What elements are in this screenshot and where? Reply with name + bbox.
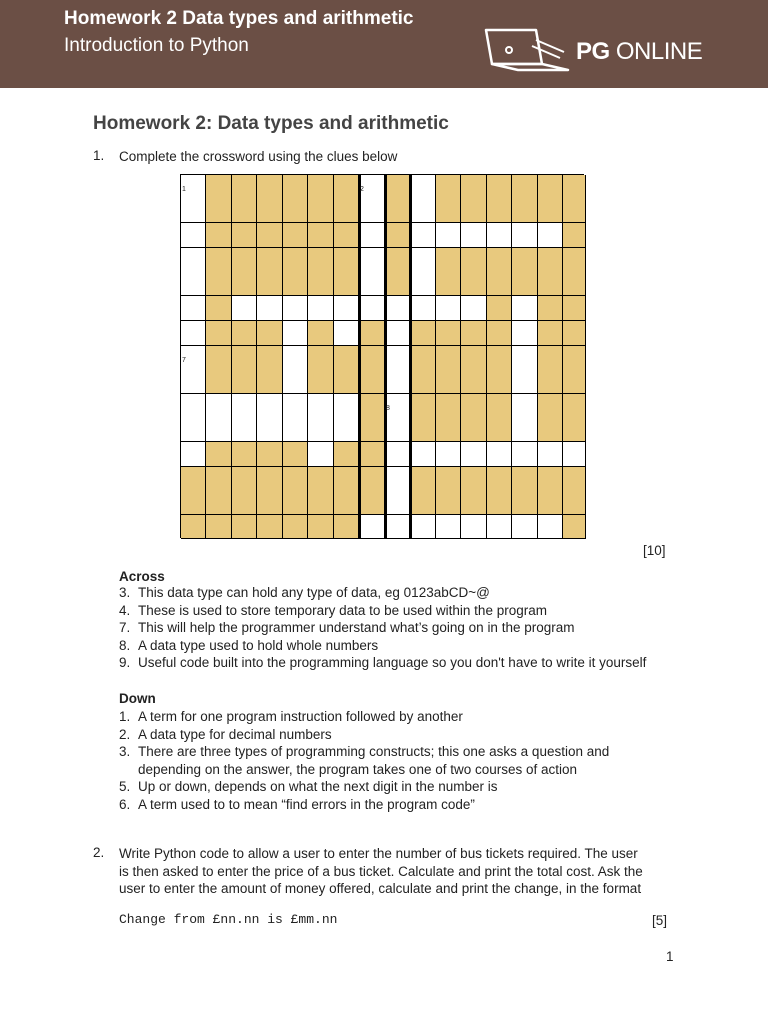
crossword-cell xyxy=(334,248,359,296)
crossword-cell[interactable] xyxy=(181,394,206,442)
crossword-cell[interactable] xyxy=(461,223,487,248)
pg-online-logo xyxy=(482,26,712,76)
crossword-cell xyxy=(181,467,206,515)
crossword-cell xyxy=(257,321,283,346)
crossword-cell[interactable] xyxy=(385,442,410,467)
crossword-cell xyxy=(563,223,586,248)
logo-text: PG ONLINE xyxy=(576,38,703,65)
crossword-cell xyxy=(206,467,232,515)
crossword-cell[interactable] xyxy=(359,175,385,223)
crossword-cell xyxy=(410,394,436,442)
crossword-cell xyxy=(232,248,257,296)
crossword-cell xyxy=(487,321,512,346)
crossword-clue-number: 1 xyxy=(182,186,186,193)
down-clue: 5. Up or down, depends on what the next digit in the number is xyxy=(119,779,498,795)
crossword-cell[interactable] xyxy=(257,296,283,321)
crossword-cell xyxy=(308,467,334,515)
crossword-cell xyxy=(283,175,308,223)
crossword-cell[interactable] xyxy=(410,248,436,296)
crossword-cell xyxy=(257,515,283,539)
down-clue: 1. A term for one program instruction followed by another xyxy=(119,709,463,724)
crossword-cell[interactable] xyxy=(538,442,563,467)
crossword-cell[interactable] xyxy=(385,321,410,346)
crossword-cell xyxy=(563,296,586,321)
crossword-cell xyxy=(563,321,586,346)
crossword-cell xyxy=(334,175,359,223)
crossword-cell xyxy=(308,223,334,248)
crossword-cell xyxy=(538,175,563,223)
crossword-cell[interactable] xyxy=(538,223,563,248)
crossword-cell xyxy=(283,248,308,296)
crossword-cell[interactable] xyxy=(512,394,538,442)
crossword-cell xyxy=(487,175,512,223)
crossword-cell xyxy=(385,223,410,248)
crossword-cell xyxy=(334,223,359,248)
crossword-cell[interactable] xyxy=(385,394,410,442)
crossword-cell[interactable] xyxy=(436,223,461,248)
crossword-cell[interactable] xyxy=(512,442,538,467)
crossword-cell xyxy=(563,346,586,394)
crossword-cell[interactable] xyxy=(385,346,410,394)
across-clue: 7. This will help the programmer understand what’s going on in the program xyxy=(119,620,575,636)
question-2-number: 2. xyxy=(93,845,105,860)
crossword-cell xyxy=(538,346,563,394)
crossword-cell xyxy=(206,223,232,248)
crossword-cell[interactable] xyxy=(181,321,206,346)
crossword-cell[interactable] xyxy=(232,394,257,442)
crossword-cell xyxy=(334,346,359,394)
crossword-cell[interactable] xyxy=(334,321,359,346)
crossword-cell[interactable] xyxy=(181,296,206,321)
crossword-cell[interactable] xyxy=(181,346,206,394)
crossword-cell xyxy=(308,248,334,296)
crossword-cell xyxy=(410,346,436,394)
crossword-grid xyxy=(180,174,584,538)
crossword-cell xyxy=(538,248,563,296)
down-clue: 3. There are three types of programming constructs; this one asks a question and xyxy=(119,744,610,760)
crossword-cell xyxy=(232,175,257,223)
page-header xyxy=(0,0,768,88)
crossword-cell[interactable] xyxy=(232,296,257,321)
crossword-cell xyxy=(359,442,385,467)
crossword-cell xyxy=(436,467,461,515)
crossword-cell[interactable] xyxy=(359,296,385,321)
change-format-code: Change from £nn.nn is £mm.nn xyxy=(119,912,338,927)
crossword-cell[interactable] xyxy=(436,442,461,467)
down-clue: 6. A term used to to mean “find errors in the program code” xyxy=(119,796,475,812)
crossword-cell[interactable] xyxy=(308,442,334,467)
crossword-cell[interactable] xyxy=(181,175,206,223)
crossword-cell xyxy=(308,515,334,539)
crossword-cell xyxy=(487,346,512,394)
crossword-cell xyxy=(232,321,257,346)
crossword-cell[interactable] xyxy=(410,223,436,248)
crossword-cell[interactable] xyxy=(206,394,232,442)
crossword-cell xyxy=(563,248,586,296)
crossword-cell[interactable] xyxy=(487,442,512,467)
crossword-cell xyxy=(283,223,308,248)
across-clue: 9. Useful code built into the programming language so you don't have to write it yourself xyxy=(119,655,647,671)
crossword-cell xyxy=(334,442,359,467)
crossword-cell xyxy=(461,346,487,394)
crossword-clue-number: 8 xyxy=(386,405,390,412)
question-2-marks: [5] xyxy=(652,913,668,928)
crossword-cell[interactable] xyxy=(308,296,334,321)
crossword-cell xyxy=(436,394,461,442)
down-clue-list xyxy=(119,708,699,814)
crossword-cell xyxy=(512,175,538,223)
question-2-text: Write Python code to allow a user to enter the number of bus tickets required. The user is then asked to enter the price of a bus ticket. Calculate and print the total cost. Ask the user to enter the amount of money offered, calculate and print the change, in the format xyxy=(119,846,643,897)
across-clue: 8. A data type used to hold whole numbers xyxy=(119,637,379,653)
crossword-cell xyxy=(436,175,461,223)
crossword-cell xyxy=(232,442,257,467)
down-heading: Down xyxy=(119,691,156,706)
crossword-cell xyxy=(283,442,308,467)
crossword-cell[interactable] xyxy=(410,442,436,467)
header-subtitle: Introduction to Python xyxy=(64,35,249,56)
question-1-marks: [10] xyxy=(643,543,666,558)
crossword-cell xyxy=(436,248,461,296)
crossword-cell[interactable] xyxy=(334,394,359,442)
crossword-cell[interactable] xyxy=(512,223,538,248)
crossword-cell xyxy=(257,175,283,223)
crossword-cell xyxy=(563,467,586,515)
crossword-cell xyxy=(206,515,232,539)
crossword-cell xyxy=(283,515,308,539)
crossword-cell xyxy=(461,467,487,515)
question-1-text: Complete the crossword using the clues below xyxy=(119,149,398,164)
crossword-cell xyxy=(206,296,232,321)
page-number: 1 xyxy=(666,949,674,964)
crossword-cell xyxy=(436,321,461,346)
crossword-cell xyxy=(257,248,283,296)
crossword-cell xyxy=(181,515,206,539)
crossword-cell[interactable] xyxy=(359,223,385,248)
header-title: Homework 2 Data types and arithmetic xyxy=(64,8,414,29)
crossword-cell[interactable] xyxy=(487,223,512,248)
crossword-cell xyxy=(359,346,385,394)
crossword-cell[interactable] xyxy=(436,296,461,321)
crossword-cell[interactable] xyxy=(181,248,206,296)
crossword-cell xyxy=(257,346,283,394)
crossword-cell xyxy=(487,296,512,321)
document-title: Homework 2: Data types and arithmetic xyxy=(93,113,449,134)
crossword-clue-number: 2 xyxy=(360,186,364,193)
crossword-cell xyxy=(308,346,334,394)
crossword-cell xyxy=(206,321,232,346)
crossword-cell xyxy=(563,394,586,442)
crossword-cell xyxy=(359,321,385,346)
crossword-cell[interactable] xyxy=(283,346,308,394)
crossword-cell xyxy=(359,467,385,515)
crossword-cell xyxy=(334,467,359,515)
crossword-cell xyxy=(385,248,410,296)
crossword-cell[interactable] xyxy=(283,394,308,442)
down-clue-continuation: depending on the answer, the program takes one of two courses of action xyxy=(138,761,578,777)
across-clue: 3. This data type can hold any type of data, eg 0123abCD~@ xyxy=(119,585,490,600)
crossword-cell xyxy=(461,321,487,346)
crossword-cell[interactable] xyxy=(512,296,538,321)
crossword-cell xyxy=(512,467,538,515)
crossword-cell[interactable] xyxy=(461,515,487,539)
crossword-cell xyxy=(334,515,359,539)
crossword-cell xyxy=(206,248,232,296)
crossword-cell[interactable] xyxy=(512,346,538,394)
crossword-cell xyxy=(232,223,257,248)
crossword-cell xyxy=(232,467,257,515)
crossword-cell xyxy=(436,346,461,394)
crossword-cell[interactable] xyxy=(385,296,410,321)
crossword-cell[interactable] xyxy=(512,515,538,539)
crossword-cell xyxy=(385,175,410,223)
question-1-number: 1. xyxy=(93,148,105,163)
crossword-cell[interactable] xyxy=(461,296,487,321)
crossword-cell xyxy=(461,394,487,442)
crossword-cell xyxy=(257,442,283,467)
across-clue-list xyxy=(119,584,699,672)
crossword-cell xyxy=(410,321,436,346)
crossword-cell xyxy=(538,394,563,442)
crossword-cell[interactable] xyxy=(436,515,461,539)
across-clue: 4. These is used to store temporary data to be used within the program xyxy=(119,602,547,618)
crossword-cell xyxy=(257,467,283,515)
crossword-cell xyxy=(206,175,232,223)
crossword-cell xyxy=(538,321,563,346)
crossword-cell xyxy=(487,467,512,515)
crossword-cell xyxy=(308,175,334,223)
crossword-cell[interactable] xyxy=(257,394,283,442)
crossword-cell[interactable] xyxy=(461,442,487,467)
crossword-cell xyxy=(206,346,232,394)
crossword-cell[interactable] xyxy=(410,296,436,321)
crossword-cell[interactable] xyxy=(385,467,410,515)
crossword-cell xyxy=(359,394,385,442)
crossword-cell xyxy=(410,467,436,515)
across-heading: Across xyxy=(119,569,165,584)
crossword-cell xyxy=(563,515,586,539)
crossword-cell[interactable] xyxy=(410,175,436,223)
crossword-cell xyxy=(461,175,487,223)
down-clue: 2. A data type for decimal numbers xyxy=(119,726,332,742)
crossword-cell[interactable] xyxy=(563,442,586,467)
crossword-cell xyxy=(283,467,308,515)
crossword-cell xyxy=(487,394,512,442)
crossword-cell[interactable] xyxy=(308,394,334,442)
crossword-cell xyxy=(487,248,512,296)
crossword-cell xyxy=(257,223,283,248)
crossword-cell[interactable] xyxy=(359,515,385,539)
crossword-cell xyxy=(512,248,538,296)
crossword-cell xyxy=(563,175,586,223)
crossword-cell[interactable] xyxy=(283,296,308,321)
crossword-clue-number: 7 xyxy=(182,357,186,364)
crossword-cell xyxy=(538,296,563,321)
crossword-cell xyxy=(538,467,563,515)
laptop-icon xyxy=(482,26,572,76)
crossword-cell[interactable] xyxy=(385,515,410,539)
crossword-cell[interactable] xyxy=(334,296,359,321)
crossword-cell[interactable] xyxy=(487,515,512,539)
crossword-cell[interactable] xyxy=(359,248,385,296)
crossword-cell xyxy=(206,442,232,467)
crossword-cell xyxy=(232,515,257,539)
crossword-cell[interactable] xyxy=(181,442,206,467)
crossword-cell[interactable] xyxy=(283,321,308,346)
crossword-cell[interactable] xyxy=(181,223,206,248)
crossword-cell[interactable] xyxy=(538,515,563,539)
crossword-cell xyxy=(461,248,487,296)
crossword-cell xyxy=(308,321,334,346)
crossword-cell xyxy=(232,346,257,394)
crossword-cell[interactable] xyxy=(410,515,436,539)
crossword-cell[interactable] xyxy=(512,321,538,346)
